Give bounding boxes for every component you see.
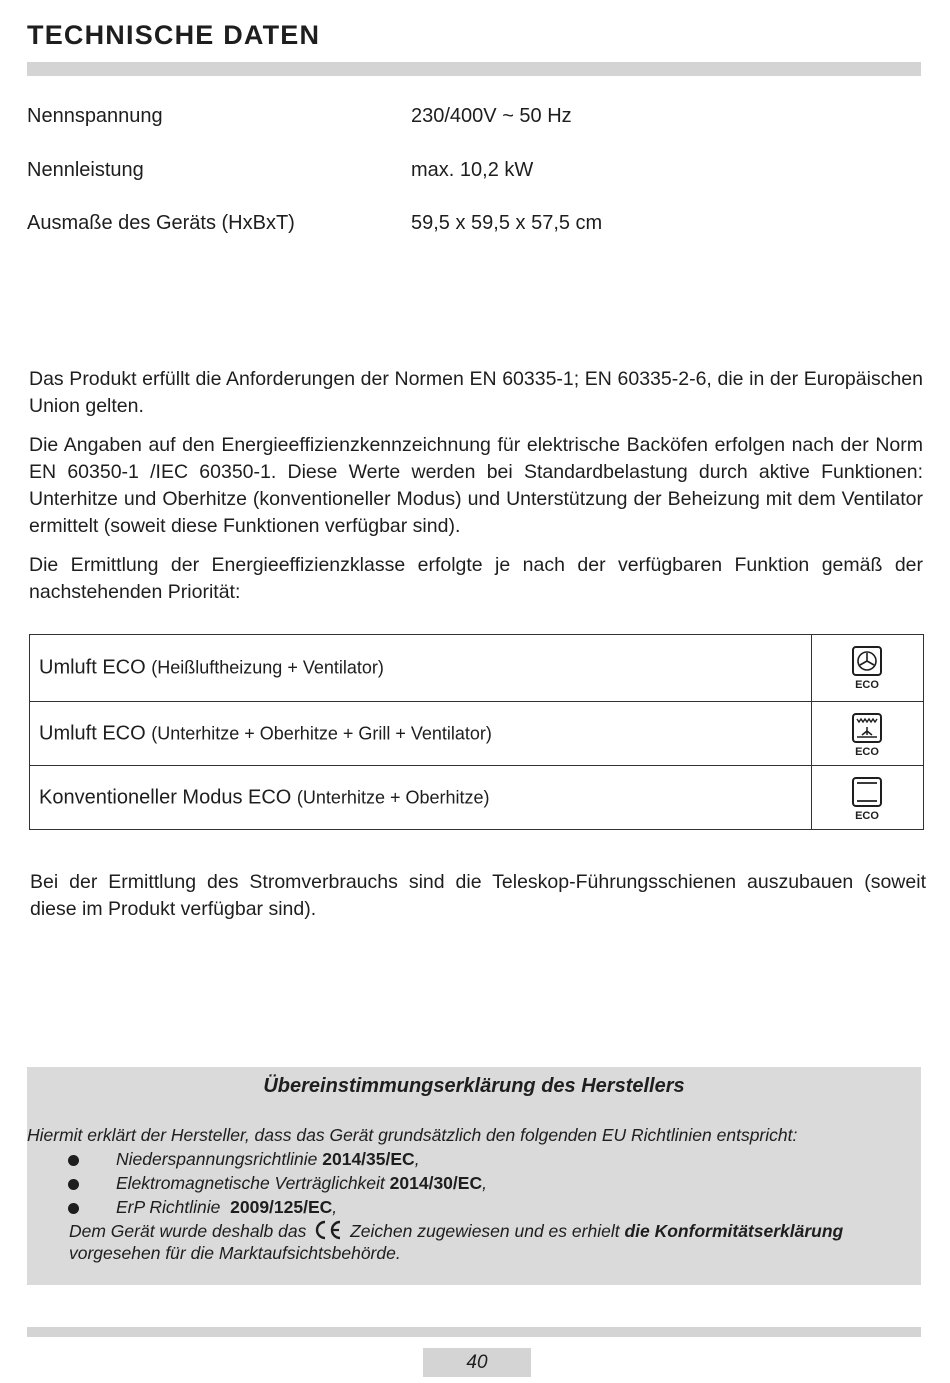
ce-statement-end: vorgesehen für die Marktaufsichtsbehörde. xyxy=(69,1243,401,1263)
grill-fan-oven-eco-icon xyxy=(850,713,884,757)
priority-paragraph: Die Ermittlung der Energieeffizienzklasse erfolgte je nach der verfügbaren Funktion gemäß der nachstehenden Priorität: xyxy=(29,554,923,603)
header-rule xyxy=(27,62,921,76)
svg-text:ECO: ECO xyxy=(855,746,879,757)
directive-name: Elektromagnetische Verträglichkeit xyxy=(116,1173,385,1193)
ce-statement: Dem Gerät wurde deshalb das Zeichen zugewiesen und es erhielt die Konformitätserklärung xyxy=(69,1221,844,1241)
spec-label: Nennspannung xyxy=(27,105,163,127)
svg-text:ECO: ECO xyxy=(855,810,879,821)
spec-row-dimensions xyxy=(27,212,921,240)
fan-oven-eco-icon xyxy=(850,646,884,690)
spec-label: Nennleistung xyxy=(27,159,144,181)
page-title: TECHNISCHE DATEN xyxy=(27,20,321,50)
eco-mode-name: Umluft ECO xyxy=(39,656,146,679)
telescopic-rails-paragraph: Bei der Ermittlung des Stromverbrauchs sind die Teleskop-Führungsschienen auszubauen (soweit diese im Produkt verfügbar sind). xyxy=(30,871,926,920)
bullet-icon xyxy=(68,1203,79,1214)
directive-item: ErP Richtlinie 2009/125/EC, xyxy=(27,1197,921,1219)
eco-mode-name: Konventioneller Modus ECO xyxy=(39,786,292,808)
directive-code: 2014/30/EC xyxy=(389,1173,483,1193)
eco-mode-description: (Unterhitze + Oberhitze) xyxy=(296,787,490,807)
directive-item: Elektromagnetische Verträglichkeit 2014/30/EC, xyxy=(27,1173,921,1195)
svg-text:ECO: ECO xyxy=(855,679,879,690)
footer-rule xyxy=(27,1327,921,1337)
spec-value: 59,5 x 59,5 x 57,5 cm xyxy=(411,212,603,234)
conformity-declaration-box xyxy=(27,1067,921,1285)
eco-table-row xyxy=(30,701,923,766)
eco-mode-description: (Unterhitze + Oberhitze + Grill + Ventilator) xyxy=(151,723,492,744)
eco-mode-name: Umluft ECO xyxy=(39,722,146,745)
directive-name: ErP Richtlinie xyxy=(116,1197,221,1217)
eco-table-row xyxy=(30,765,923,829)
directive-item: Niederspannungsrichtlinie 2014/35/EC, xyxy=(27,1149,921,1171)
energy-label-paragraph: Die Angaben auf den Energieeffizienzkennzeichnung für elektrische Backöfen erfolgen nach der Norm EN 60350-1 /IEC 60350-1. Diese Werte werden bei Standardbelastung durch aktive Funktionen: Unterhitze und Oberhitze (konventioneller Modus) und Unterstützung der Beheizung mit dem Ventilator ermittelt (soweit diese Funktionen verfügbar sind). xyxy=(29,434,923,537)
page-number: 40 xyxy=(423,1348,531,1377)
spec-label: Ausmaße des Geräts (HxBxT) xyxy=(27,212,295,234)
spec-value: 230/400V ~ 50 Hz xyxy=(411,105,572,127)
eco-priority-table xyxy=(29,634,924,830)
conventional-oven-eco-icon xyxy=(850,777,884,821)
standards-paragraph: Das Produkt erfüllt die Anforderungen der Normen EN 60335-1; EN 60335-2-6, die in der Europäischen Union gelten. xyxy=(29,368,923,417)
directive-name: Niederspannungsrichtlinie xyxy=(116,1149,318,1169)
directive-code: 2009/125/EC xyxy=(230,1197,333,1217)
declaration-intro: Hiermit erklärt der Hersteller, dass das Gerät grundsätzlich den folgenden EU Richtlinien entspricht: xyxy=(27,1125,798,1145)
eco-mode-cell xyxy=(39,723,492,746)
directive-code: 2014/35/EC xyxy=(322,1149,415,1169)
bullet-icon xyxy=(68,1155,79,1166)
spec-value: max. 10,2 kW xyxy=(411,159,534,181)
spec-row-voltage xyxy=(27,105,921,133)
eco-mode-cell xyxy=(39,657,384,680)
eco-mode-cell xyxy=(39,786,490,809)
spec-row-power xyxy=(27,159,921,187)
declaration-title: Übereinstimmungserklärung des Herstellers xyxy=(263,1075,685,1097)
eco-icon-cell xyxy=(811,635,923,701)
eco-mode-description: (Heißluftheizung + Ventilator) xyxy=(151,657,384,678)
ce-mark-icon xyxy=(313,1220,343,1240)
eco-icon-cell xyxy=(811,766,923,829)
bullet-icon xyxy=(68,1179,79,1190)
eco-icon-cell xyxy=(811,702,923,766)
eco-table-row xyxy=(30,635,923,701)
